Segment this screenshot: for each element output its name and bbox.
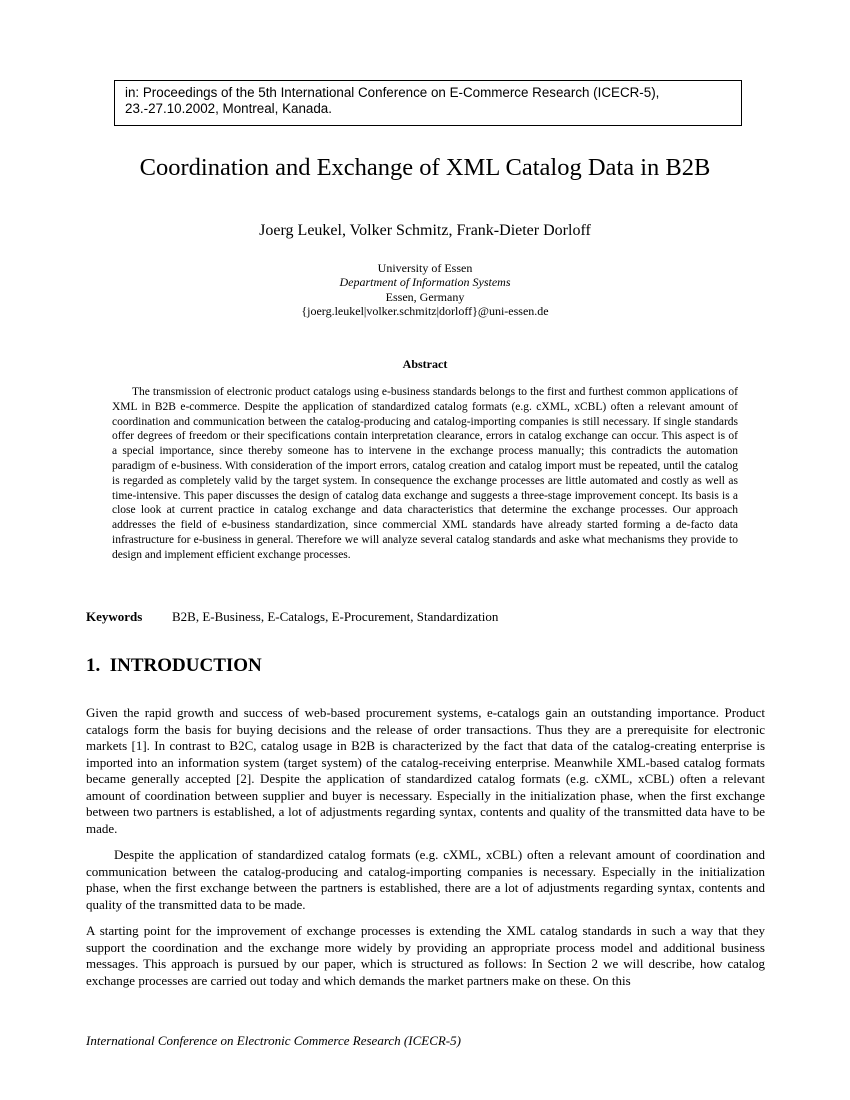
paper-title: Coordination and Exchange of XML Catalog Data in B2B xyxy=(139,154,711,181)
abstract-heading: Abstract xyxy=(402,357,448,371)
proceedings-box xyxy=(114,80,742,126)
page-footer: International Conference on Electronic Commerce Research (ICECR-5) xyxy=(86,1033,461,1048)
affiliation-department: Department of Information Systems xyxy=(339,275,511,290)
affiliation-university: University of Essen xyxy=(377,261,473,275)
body-paragraph: A starting point for the improvement of exchange processes is extending the XML catalog standards in such a way that they support the coordination and the exchange more widely by providing an appropriate process model and additional business messages. This approach is pursued by our paper, which is structured as follows: In Section 2 we will describe, how catalog exchange processes are carried out today and which demands the market partners make on these. On this xyxy=(86,923,765,988)
keywords-label: Keywords xyxy=(86,609,143,624)
affiliation-emails: {joerg.leukel|volker.schmitz|dorloff}@uni-essen.de xyxy=(301,304,549,319)
affiliation-block xyxy=(0,261,850,319)
abstract-text: The transmission of electronic product catalogs using e-business standards belongs to the first and furthest common applications of XML in B2B e-commerce. Despite the application of standardized catalog formats (e.g. cXML, xCBL) often a relevant amount of coordination and communication between the catalog-producing and catalog-importing companies is still necessary. If single standards offer degrees of freedom or their specifications contain interpretation clearance, errors in catalog exchange can occur. This aspect is of a special importance, since thereby someone has to intervene in the exchange process manually; this contradicts the automation paradigm of e-business. With consideration of the import errors, catalog creation and catalog import must be repeated, until the catalog is regarded as completely valid by the target system. In consequence the exchange processes are little automated and costly as well as time-intensive. This paper discusses the design of catalog data exchange and suggests a three-stage improvement concept. Its basis is a close look at current practice in catalog exchange and data characteristics that determine the exchange processes. Our approach addresses the field of e-business standardization, since commercial XML standards have already started forming a de-facto data infrastructure for e-business in general. Therefore we will analyze several catalog standards and aske what mechanisms they provide to design and implement efficient exchange processes. xyxy=(112,386,738,561)
body-paragraph: Given the rapid growth and success of web-based procurement systems, e-catalogs gain an outstanding importance. Product catalogs form the basis for buying decisions and the release of order transactions. Thus they are a prerequisite for electronic markets [1]. In contrast to B2C, catalog usage in B2B is characterized by the fact that data of the catalog-creating enterprise is imported into an information system (target system) of the catalog-receiving enterprise. Meanwhile XML-based catalog formats became generally accepted [2]. Despite the application of standardized catalog formats (e.g. cXML, xCBL) often a relevant amount of coordination between supplier and buyer is necessary. Especially in the initialization phase, when the first exchange between two partners is established, a lot of adjustments regarding syntax, contents and quality of the transmitted data have to be made. xyxy=(86,705,765,836)
keywords-list: B2B, E-Business, E-Catalogs, E-Procurement, Standardization xyxy=(172,609,499,624)
keywords-line xyxy=(86,609,498,625)
body-paragraph: Despite the application of standardized catalog formats (e.g. cXML, xCBL) often a relevant amount of coordination and communication between the catalog-producing and catalog-importing companies is necessary. Especially in the initialization phase, when the first exchange between the partners is established, there are a lot of adjustments regarding syntax, contents and quality of the transmitted data to be made. xyxy=(86,847,765,912)
proceedings-text: in: Proceedings of the 5th International Conference on E-Commerce Research (ICECR-5), 23.-27.10.2002, Montreal, Kanada. xyxy=(125,85,660,116)
paper-authors: Joerg Leukel, Volker Schmitz, Frank-Dieter Dorloff xyxy=(259,222,591,239)
section-heading-introduction: 1. INTRODUCTION xyxy=(86,655,262,676)
affiliation-location: Essen, Germany xyxy=(385,289,465,304)
